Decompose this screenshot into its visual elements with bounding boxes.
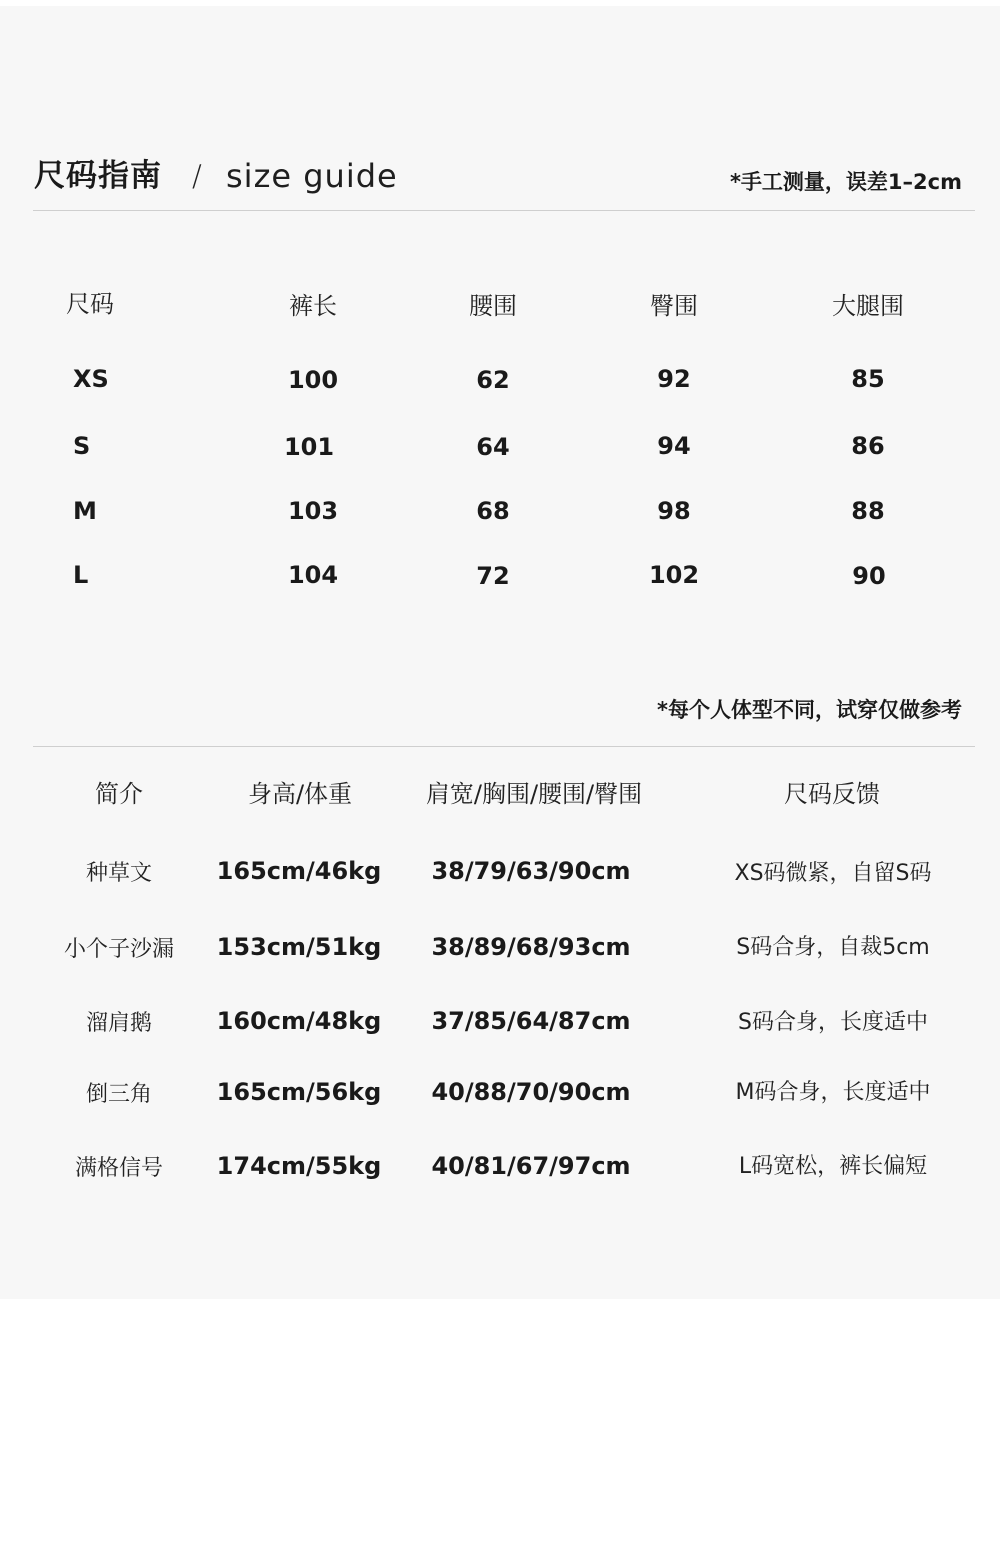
feedback-table-cell: 倒三角 — [85, 1082, 153, 1107]
size-table-cell: 100 — [287, 366, 339, 394]
title-separator: / — [192, 159, 202, 193]
size-table-cell: 88 — [851, 497, 885, 525]
measurement-note: *手工测量，误差1–2cm — [729, 170, 962, 194]
feedback-table-header-measurements: 肩宽/胸围/腰围/臀围 — [425, 780, 643, 808]
feedback-table-header-feedback: 尺码反馈 — [784, 780, 880, 808]
size-table-cell: 62 — [476, 366, 510, 394]
feedback-table-cell: 165cm/46kg — [216, 857, 382, 885]
feedback-table-cell: 174cm/55kg — [216, 1152, 382, 1180]
size-table-cell: 86 — [851, 432, 885, 460]
feedback-table-cell: 165cm/56kg — [216, 1078, 382, 1106]
size-table-cell: 85 — [851, 365, 885, 393]
feedback-table-cell: 153cm/51kg — [216, 933, 382, 961]
size-table-cell: 104 — [287, 561, 339, 589]
divider — [33, 746, 975, 747]
size-table-cell: XS — [73, 365, 109, 393]
size-table-header-length: 裤长 — [289, 292, 337, 320]
feedback-table-cell: 38/79/63/90cm — [431, 857, 631, 885]
page-title: 尺码指南 — [34, 158, 162, 194]
feedback-table-cell: L码宽松，裤长偏短 — [738, 1154, 928, 1179]
size-table-cell: S — [73, 432, 91, 460]
feedback-table-cell: 38/89/68/93cm — [431, 933, 631, 961]
feedback-table-header-height-weight: 身高/体重 — [247, 780, 353, 808]
size-table-cell: 72 — [476, 562, 510, 590]
feedback-table-cell: 小个子沙漏 — [63, 937, 175, 962]
size-table-header-thigh: 大腿围 — [832, 292, 904, 320]
page-subtitle: size guide — [226, 157, 398, 195]
size-table-cell: 101 — [283, 433, 335, 461]
size-table-header-hip: 臀围 — [650, 292, 698, 320]
size-guide-panel — [0, 6, 1000, 1299]
feedback-table-cell: 种草文 — [85, 861, 153, 886]
size-table-cell: M — [73, 497, 97, 525]
size-table-cell: 103 — [287, 497, 339, 525]
size-table-cell: 102 — [648, 561, 700, 589]
size-table-cell: L — [73, 561, 89, 589]
feedback-table-cell: 40/88/70/90cm — [431, 1078, 631, 1106]
size-table-cell: 64 — [476, 433, 510, 461]
feedback-table-cell: 满格信号 — [74, 1156, 164, 1181]
size-table-cell: 68 — [476, 497, 510, 525]
size-table-cell: 98 — [657, 497, 691, 525]
feedback-table-cell: XS码微紧，自留S码 — [734, 861, 932, 886]
size-table-header-size: 尺码 — [66, 290, 114, 318]
fit-note: *每个人体型不同，试穿仅做参考 — [657, 698, 962, 722]
divider — [33, 210, 975, 211]
size-table-cell: 90 — [852, 562, 886, 590]
size-table-header-waist: 腰围 — [469, 292, 517, 320]
feedback-table-cell: 160cm/48kg — [216, 1007, 382, 1035]
size-table-cell: 92 — [657, 365, 691, 393]
feedback-table-cell: S码合身，长度适中 — [738, 1010, 928, 1035]
size-table-cell: 94 — [657, 432, 691, 460]
feedback-table-cell: 溜肩鹅 — [85, 1011, 153, 1036]
feedback-table-cell: S码合身，自裁5cm — [736, 935, 930, 960]
feedback-table-header-profile: 简介 — [95, 780, 143, 808]
feedback-table-cell: M码合身，长度适中 — [735, 1080, 931, 1105]
feedback-table-cell: 40/81/67/97cm — [431, 1152, 631, 1180]
feedback-table-cell: 37/85/64/87cm — [431, 1007, 631, 1035]
